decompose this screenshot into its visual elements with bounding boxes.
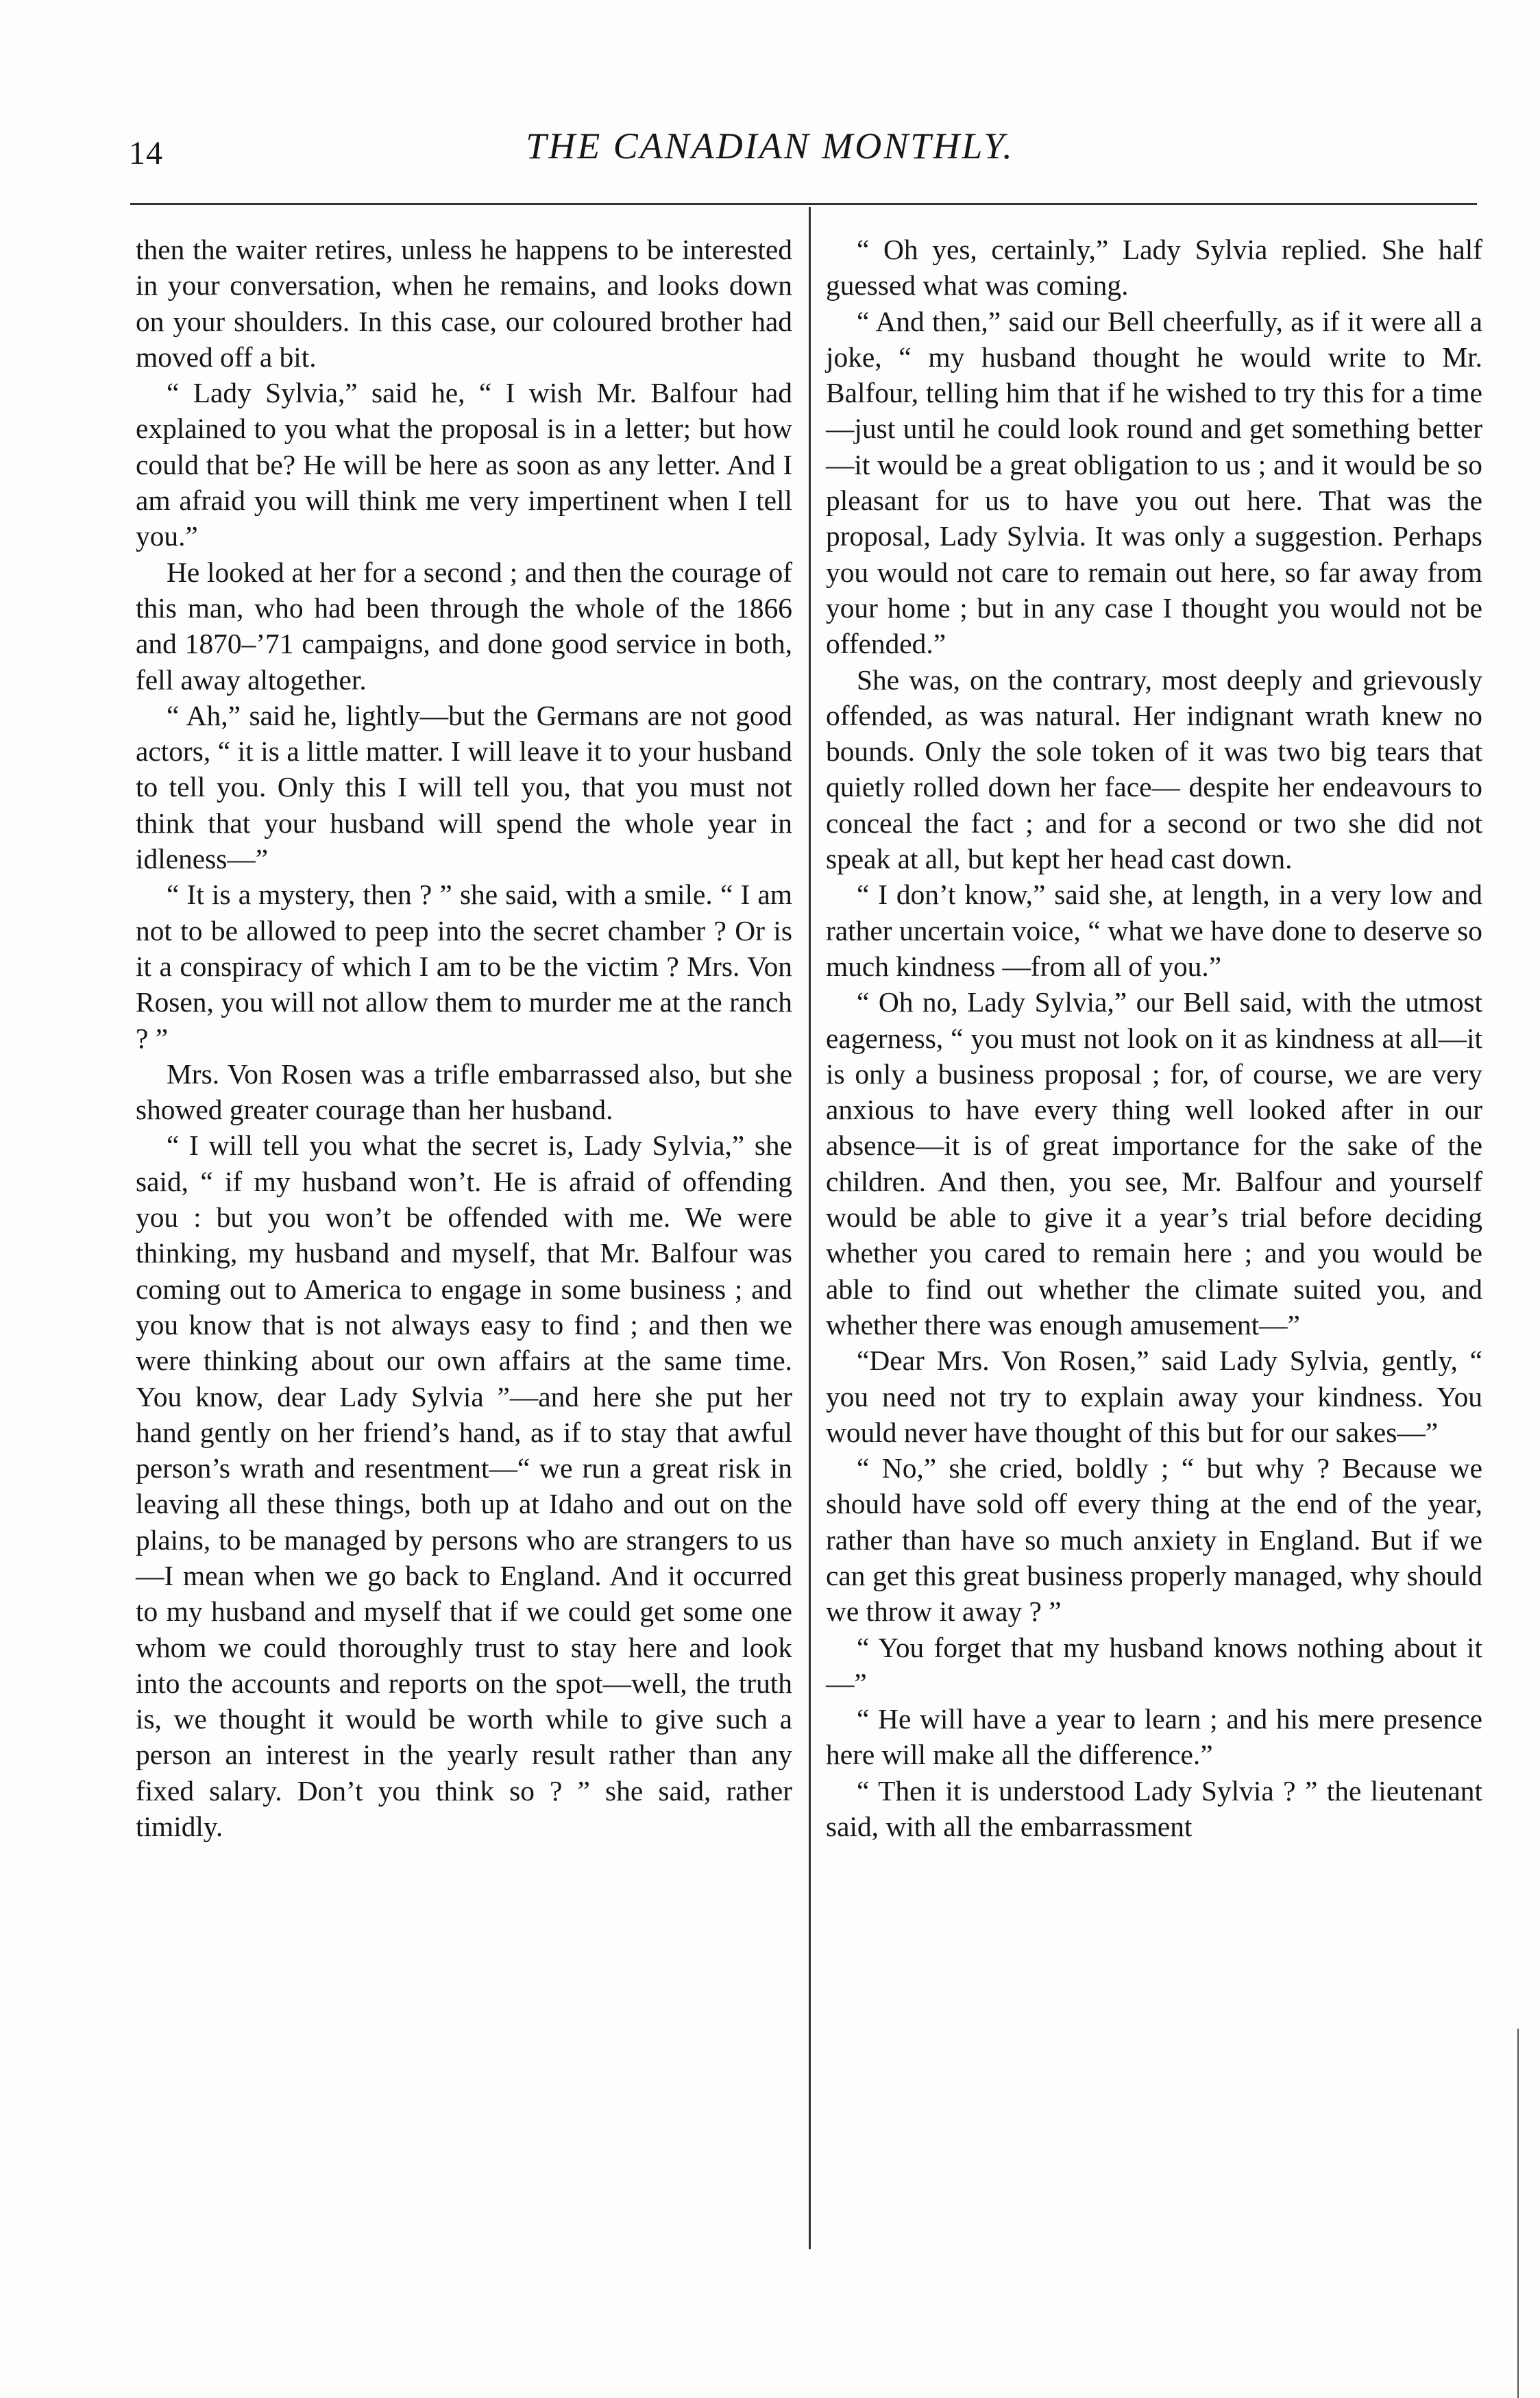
page-number: 14 xyxy=(129,135,163,171)
header-rule xyxy=(130,203,1477,205)
paragraph: “ Oh yes, certainly,” Lady Sylvia replied. She half guessed what was coming. xyxy=(826,234,1482,302)
paragraph: Mrs. Von Rosen was a trifle embarrassed also, but she showed greater courage than her husband. xyxy=(136,1057,792,1126)
paragraph: “ And then,” said our Bell cheerfully, as if it were all a joke, “ my husband thought he would write to Mr. Balfour, telling him that if he wished to try this for a time—just until he could look round and get something better—it would be a great obligation to us ; and it would be so pleasant for us to have you out here. That was the proposal, Lady Sylvia. It was only a suggestion. Perhaps you would not care to remain out here, so far away from your home ; but in any case I thought you would not be offended.” xyxy=(826,305,1482,660)
paragraph: “Dear Mrs. Von Rosen,” said Lady Sylvia, gently, “ you need not try to explain away your kindness. You would never have thought of this but for our sakes—” xyxy=(826,1345,1482,1448)
paragraph: She was, on the contrary, most deeply and grievously offended, as was natural. Her indignant wrath knew no bounds. Only the sole token of it was two big tears that quietly rolled down her face— despite her endeavours to conceal the fact ; and for a second or two she did not speak at all, but kept her head cast down. xyxy=(826,663,1482,875)
paragraph: “ I will tell you what the secret is, Lady Sylvia,” she said, “ if my husband won’t. He is afraid of offending you : but you won’t be offended with me. We were thinking, my husband and myself, that Mr. Balfour was coming out to America to engage in some business ; and you know that is not always easy to find ; and then we were thinking about our own affairs at the same time. You know, dear Lady Sylvia ”—and here she put her hand gently on her friend’s hand, as if to stay that awful person’s wrath and resentment—“ we run a great risk in leaving all these things, both up at Idaho and out on the plains, to be managed by persons who are strangers to us—I mean when we go back to England. And it occurred to my husband and myself that if we could get some one whom we could thoroughly trust to stay here and look into the accounts and reports on the spot—well, the truth is, we thought it would be worth while to give such a person an interest in the yearly result rather than any fixed salary. Don’t you think so ? ” she said, rather timidly. xyxy=(136,1129,792,1843)
paragraph: “ It is a mystery, then ? ” she said, with a smile. “ I am not to be allowed to peep into the secret chamber ? Or is it a conspiracy of which I am to be the victim ? Mrs. Von Rosen, you will not allow them to murder me at the ranch ? ” xyxy=(136,879,792,1054)
page-edge-line xyxy=(1517,2029,1519,2398)
paragraph: He looked at her for a second ; and then the courage of this man, who had been through the whole of the 1866 and 1870–’71 campaigns, and done good service in both, fell away altogether. xyxy=(136,556,792,696)
paragraph: “ Lady Sylvia,” said he, “ I wish Mr. Balfour had explained to you what the proposal is in a letter; but how could that be? He will be here as soon as any letter. And I am afraid you will think me very impertinent when I tell you.” xyxy=(136,377,792,552)
paragraph: “ Ah,” said he, lightly—but the Germans are not good actors, “ it is a little matter. I will leave it to your husband to tell you. Only this I will tell you, that you must not think that your husband will spend the whole year in idleness—” xyxy=(136,699,792,875)
right-column xyxy=(826,232,1482,1844)
paragraph: “ Then it is understood Lady Sylvia ? ” the lieutenant said, with all the embarrassment xyxy=(826,1774,1482,1843)
paragraph: then the waiter retires, unless he happens to be interested in your conversation, when he remains, and looks down on your shoulders. In this case, our coloured brother had moved off a bit. xyxy=(136,234,792,373)
running-head: THE CANADIAN MONTHLY. xyxy=(526,125,1014,167)
paragraph: “ Oh no, Lady Sylvia,” our Bell said, with the utmost eagerness, “ you must not look on it as kindness at all—it is only a business proposal ; for, of course, we are very anxious to have every thing well looked after in our absence—it is of great importance for the sake of the children. And then, you see, Mr. Balfour and yourself would be able to give it a year’s trial before deciding whether you cared to remain here ; and you would be able to find out whether the climate suited you, and whether there was enough amusement—” xyxy=(826,986,1482,1341)
left-column xyxy=(136,232,792,1844)
column-divider xyxy=(809,207,811,2249)
paragraph: “ You forget that my husband knows nothing about it—” xyxy=(826,1631,1482,1699)
paragraph: “ No,” she cried, boldly ; “ but why ? Because we should have sold off every thing at the end of the year, rather than have so much anxiety in England. But if we can get this great business properly managed, why should we throw it away ? ” xyxy=(826,1452,1482,1628)
paragraph: “ He will have a year to learn ; and his mere presence here will make all the difference.” xyxy=(826,1703,1482,1771)
paragraph: “ I don’t know,” said she, at length, in a very low and rather uncertain voice, “ what we have done to deserve so much kindness —from all of you.” xyxy=(826,879,1482,982)
